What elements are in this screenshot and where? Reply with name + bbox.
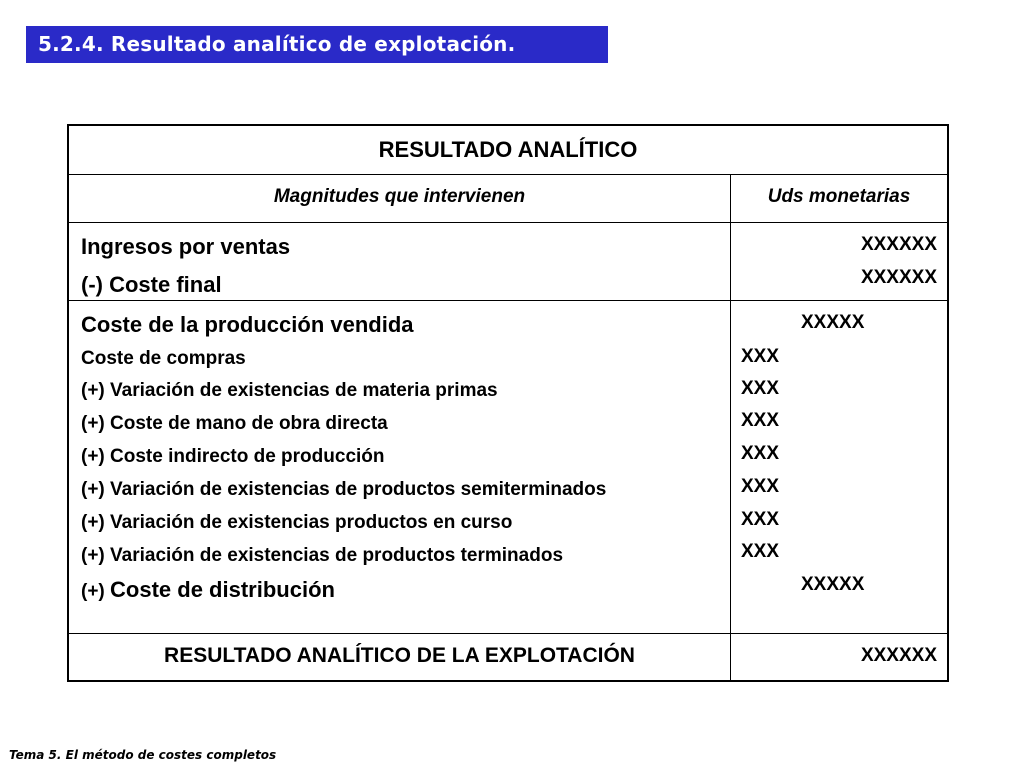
distribution-label: Coste de distribución bbox=[110, 577, 335, 602]
cost-heading: Coste de la producción vendida bbox=[81, 312, 414, 337]
cost-item-label: (+) Coste indirecto de producción bbox=[81, 446, 385, 467]
sales-value: XXXXXX bbox=[860, 234, 937, 255]
slide-footer: Tema 5. El método de costes completos bbox=[9, 748, 277, 762]
column-divider bbox=[730, 174, 731, 680]
column-header-uds: Uds monetarias bbox=[767, 186, 911, 207]
sales-item: Ingresos por ventas bbox=[81, 234, 291, 259]
cost-item-label: (+) Variación de existencias de materia primas bbox=[81, 380, 498, 401]
cost-item-label: Coste de compras bbox=[81, 348, 246, 369]
table-title: RESULTADO ANALÍTICO bbox=[378, 137, 638, 162]
column-header-magnitudes: Magnitudes que intervienen bbox=[273, 186, 526, 207]
distribution-prefix: (+) bbox=[81, 581, 105, 602]
cost-item-value: XXX bbox=[741, 541, 780, 562]
cost-item-value: XXX bbox=[741, 509, 780, 530]
result-label: RESULTADO ANALÍTICO DE LA EXPLOTACIÓN bbox=[164, 644, 635, 667]
sales-item: (-) Coste final bbox=[81, 272, 222, 297]
distribution-value: XXXXX bbox=[801, 574, 865, 595]
distribution-row bbox=[81, 577, 335, 603]
result-value: XXXXXX bbox=[860, 645, 937, 666]
cost-item-value: XXX bbox=[741, 346, 780, 367]
cost-item-value: XXX bbox=[741, 410, 780, 431]
sales-value: XXXXXX bbox=[860, 267, 937, 288]
row-divider bbox=[69, 300, 947, 301]
cost-item-label: (+) Variación de existencias de productos semiterminados bbox=[81, 479, 607, 500]
cost-heading-value: XXXXX bbox=[801, 312, 865, 333]
row-divider bbox=[69, 633, 947, 634]
cost-item-label: (+) Variación de existencias productos en curso bbox=[81, 512, 513, 533]
row-divider bbox=[69, 222, 947, 223]
cost-item-value: XXX bbox=[741, 443, 780, 464]
result-table bbox=[67, 124, 949, 682]
slide-title: 5.2.4. Resultado analítico de explotación. bbox=[26, 26, 608, 63]
cost-item-label: (+) Coste de mano de obra directa bbox=[81, 413, 388, 434]
cost-item-value: XXX bbox=[741, 378, 780, 399]
cost-item-value: XXX bbox=[741, 476, 780, 497]
row-divider bbox=[69, 174, 947, 175]
cost-item-label: (+) Variación de existencias de productos terminados bbox=[81, 545, 564, 566]
